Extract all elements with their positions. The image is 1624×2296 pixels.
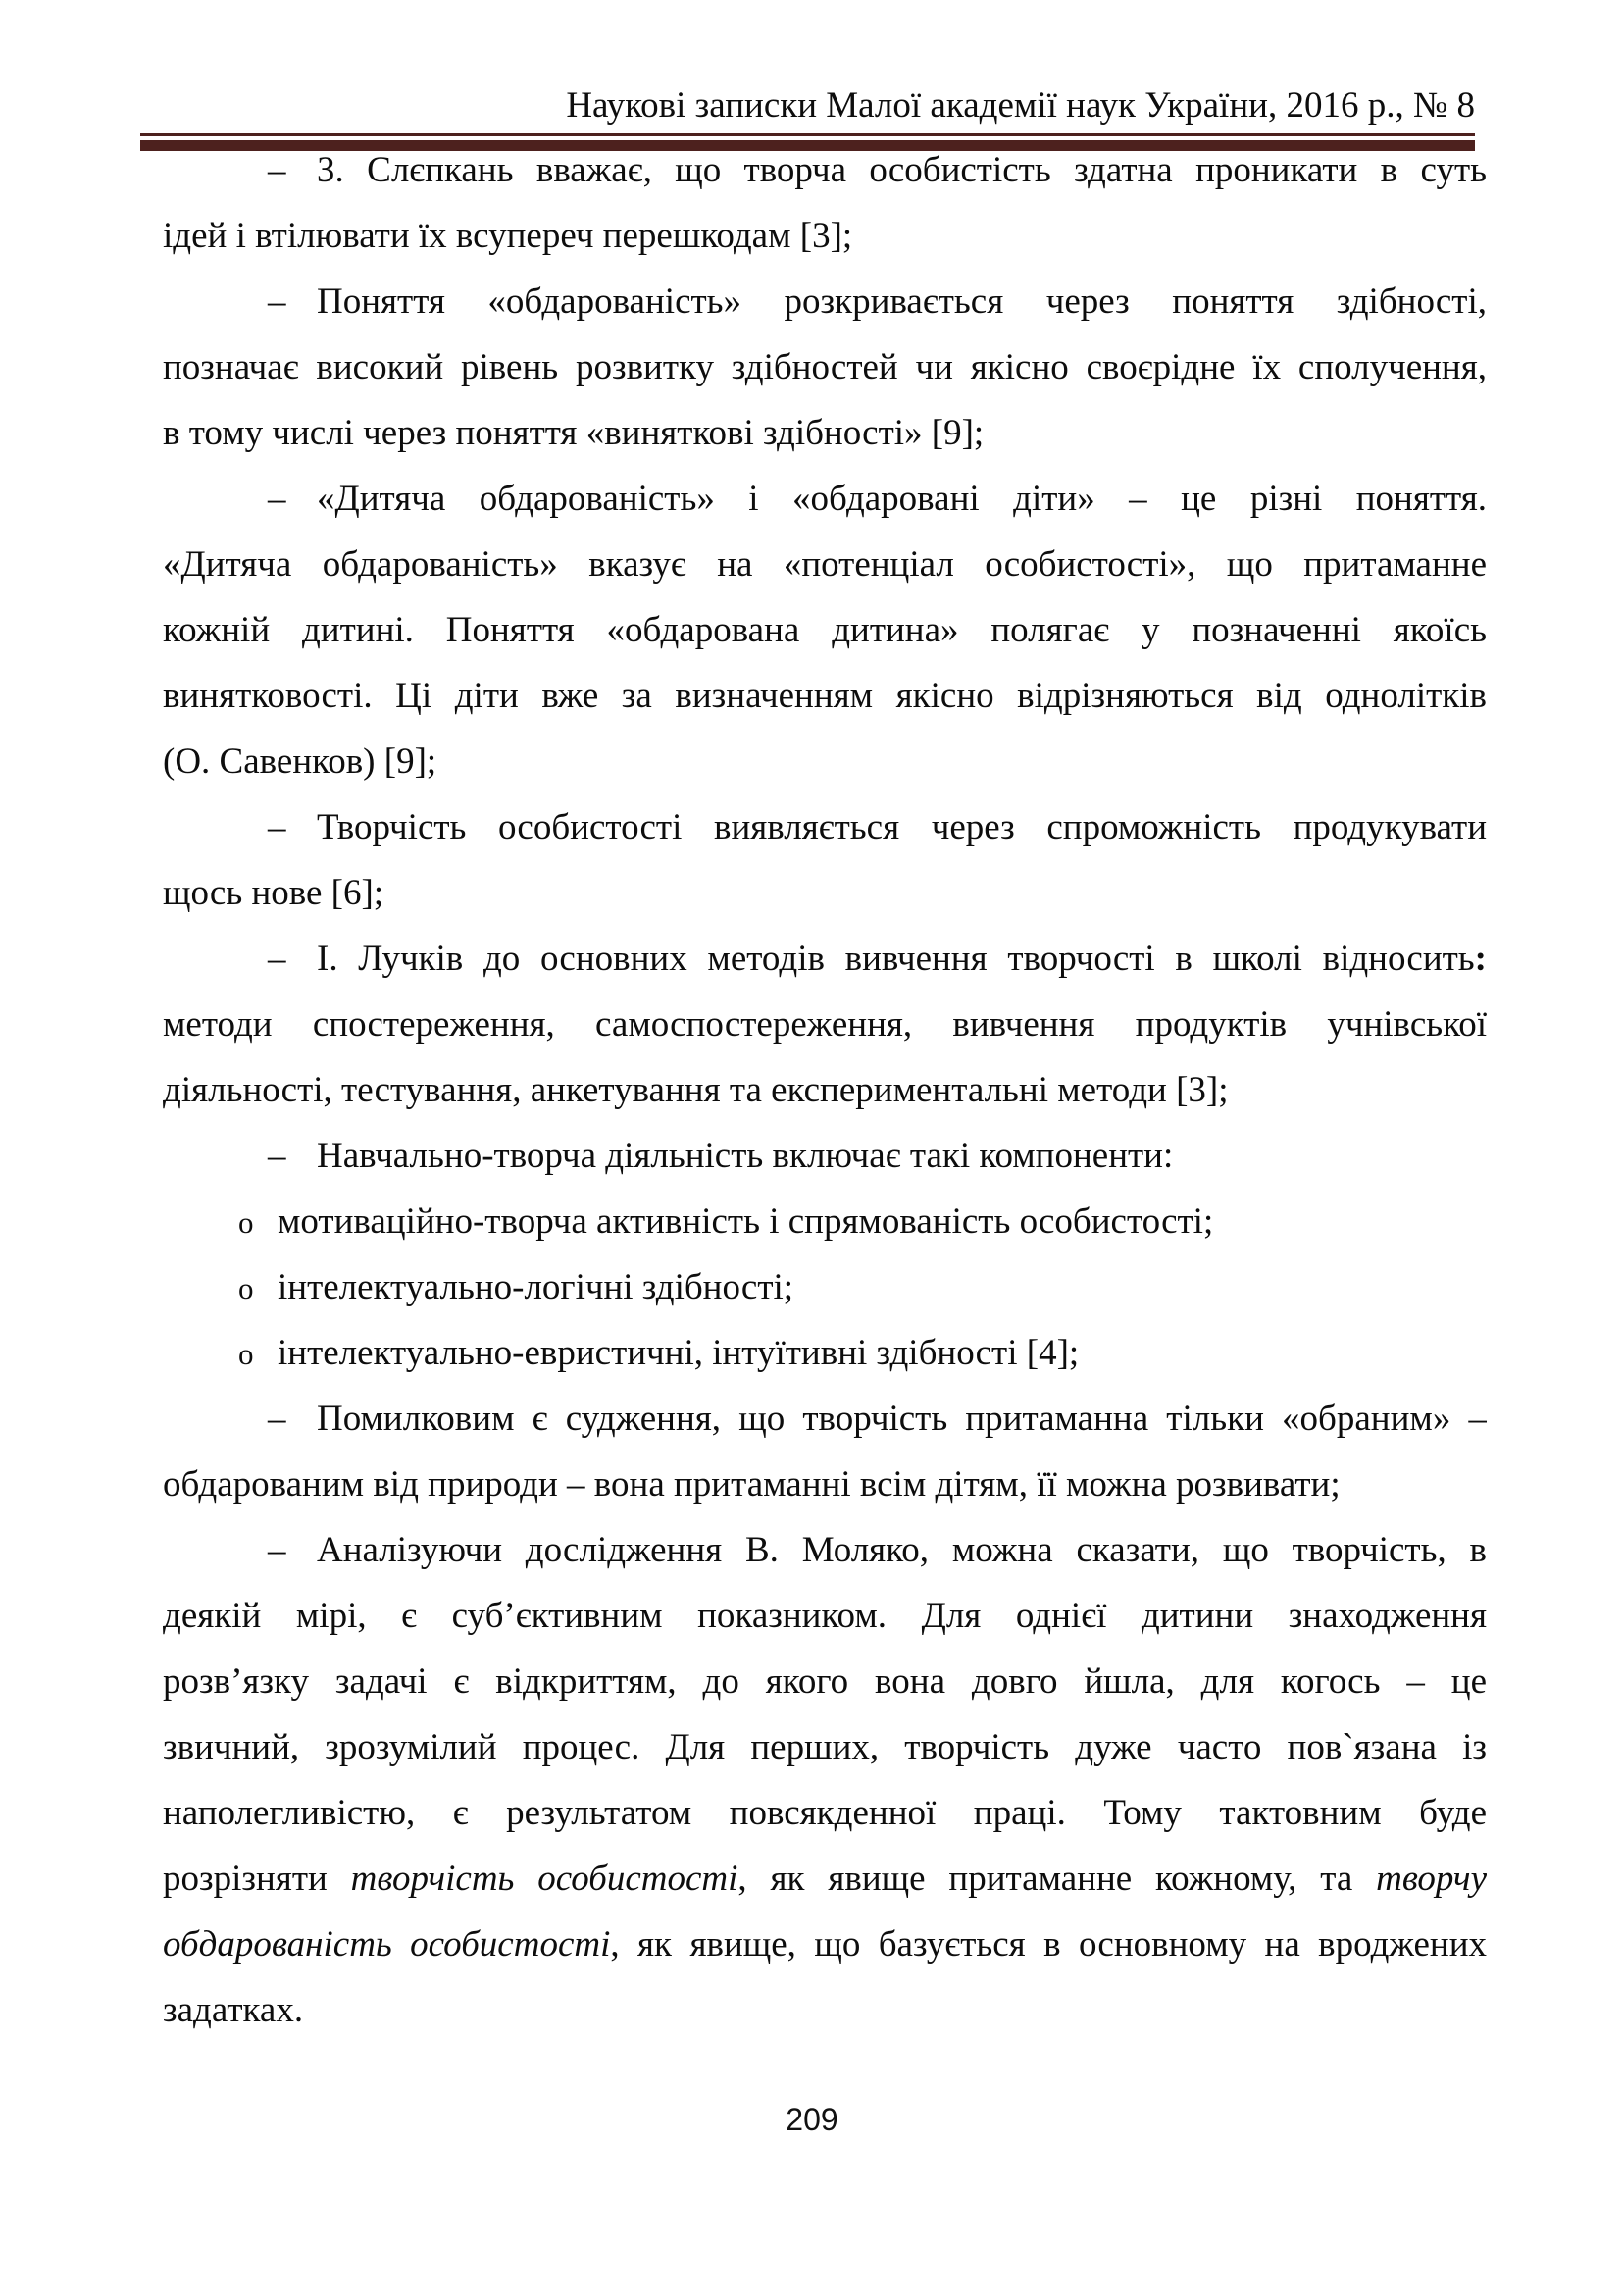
text-run: І. Лучків до основних методів вивчення творчості в школі відносить — [317, 939, 1475, 979]
text-run: в тому числі через поняття «виняткові здібності» [9]; — [163, 413, 985, 453]
dash-bullet: – — [268, 1136, 286, 1176]
dash-bullet: – — [268, 150, 286, 190]
text-run: ідей і втілювати їх всупереч перешкодам [3]; — [163, 216, 853, 256]
page-number: 209 — [786, 2102, 838, 2137]
circle-bullet: o — [238, 1271, 254, 1305]
text-line — [163, 1649, 1487, 1714]
text-line — [163, 663, 1487, 729]
text-line — [163, 926, 1487, 992]
text-line — [163, 1057, 1487, 1123]
text-run: Аналізуючи дослідження В. Моляко, можна сказати, що творчість, в — [317, 1530, 1487, 1570]
text-line — [163, 400, 1487, 466]
text-run: , як явище притаманне кожному, та — [737, 1859, 1377, 1899]
text-run: звичний, зрозумілий процес. Для перших, творчість дуже часто пов`язана із — [163, 1727, 1487, 1767]
text-run: Помилковим є судження, що творчість притаманна тільки «обраним» – — [317, 1399, 1487, 1439]
text-run: щось нове [6]; — [163, 873, 384, 913]
dash-bullet: – — [268, 1530, 286, 1570]
text-run: інтелектуально-логічні здібності; — [278, 1267, 794, 1307]
text-run: методи спостереження, самоспостереження, вивчення продуктів учнівської — [163, 1004, 1487, 1045]
text-line — [163, 1254, 1487, 1320]
text-run: винятковості. Ці діти вже за визначенням якісно відрізняються від однолітків — [163, 676, 1487, 716]
text-line — [163, 334, 1487, 400]
dash-bullet: – — [268, 939, 286, 979]
text-line — [163, 466, 1487, 532]
text-run: Навчально-творча діяльність включає такі компоненти: — [317, 1136, 1174, 1176]
text-run: діяльності, тестування, анкетування та експериментальні методи [3]; — [163, 1070, 1229, 1110]
dash-bullet: – — [268, 807, 286, 847]
text-run: «Дитяча обдарованість» і «обдаровані діти» – це різні поняття. — [317, 479, 1487, 519]
text-run: (О. Савенков) [9]; — [163, 741, 437, 782]
dash-bullet: – — [268, 1399, 286, 1439]
text-run: Поняття «обдарованість» розкривається через поняття здібності, — [317, 281, 1487, 322]
text-run: інтелектуально-евристичні, інтуїтивні здібності [4]; — [278, 1333, 1080, 1373]
text-line — [163, 1977, 1487, 2043]
circle-bullet: o — [238, 1205, 254, 1240]
text-run: деякій мірі, є суб’єктивним показником. Для однієї дитини знаходження — [163, 1596, 1487, 1636]
bold-text-run: : — [1474, 939, 1487, 979]
text-line — [163, 1320, 1487, 1386]
text-line — [163, 992, 1487, 1057]
text-run: кожній дитині. Поняття «обдарована дитина» полягає у позначенні якоїсь — [163, 610, 1487, 650]
text-line — [163, 137, 1487, 203]
text-line — [163, 794, 1487, 860]
text-run: позначає високий рівень розвитку здібностей чи якісно своєрідне їх сполучення, — [163, 347, 1487, 387]
text-line — [163, 1123, 1487, 1189]
text-line — [163, 860, 1487, 926]
text-run: розрізняти — [163, 1859, 351, 1899]
text-run: Творчість особистості виявляється через спроможність продукувати — [317, 807, 1487, 847]
text-line — [163, 1583, 1487, 1649]
text-line — [163, 597, 1487, 663]
text-run: обдарованим від природи – вона притаманні всім дітям, її можна розвивати; — [163, 1464, 1341, 1505]
italic-text-run: обдарованість особистості — [163, 1924, 611, 1964]
circle-bullet: o — [238, 1337, 254, 1371]
dash-bullet: – — [268, 479, 286, 519]
text-run: задатках. — [163, 1990, 304, 2030]
text-line — [163, 1846, 1487, 1912]
text-run: мотиваційно-творча активність і спрямованість особистості; — [278, 1201, 1214, 1242]
dash-bullet: – — [268, 281, 286, 322]
text-run: З. Слєпкань вважає, що творча особистість здатна проникати в суть — [317, 150, 1487, 190]
text-line — [163, 729, 1487, 794]
journal-header: Наукові записки Малої академії наук України, 2016 р., № 8 — [566, 85, 1475, 126]
text-run: наполегливістю, є результатом повсякденної праці. Тому тактовним буде — [163, 1793, 1487, 1833]
document-body — [163, 137, 1487, 2043]
text-line — [163, 1912, 1487, 1977]
text-line — [163, 203, 1487, 269]
text-line — [163, 269, 1487, 334]
text-line — [163, 1386, 1487, 1452]
italic-text-run: творчу — [1376, 1859, 1487, 1899]
text-run: , як явище, що базується в основному на вроджених — [610, 1924, 1487, 1964]
text-line — [163, 1452, 1487, 1517]
text-line — [163, 532, 1487, 597]
text-run: розв’язку задачі є відкриттям, до якого вона довго йшла, для когось – це — [163, 1661, 1487, 1702]
text-run: «Дитяча обдарованість» вказує на «потенціал особистості», що притаманне — [163, 544, 1487, 585]
text-line — [163, 1189, 1487, 1254]
italic-text-run: творчість особистості — [350, 1859, 738, 1899]
text-line — [163, 1714, 1487, 1780]
text-line — [163, 1780, 1487, 1846]
text-line — [163, 1517, 1487, 1583]
